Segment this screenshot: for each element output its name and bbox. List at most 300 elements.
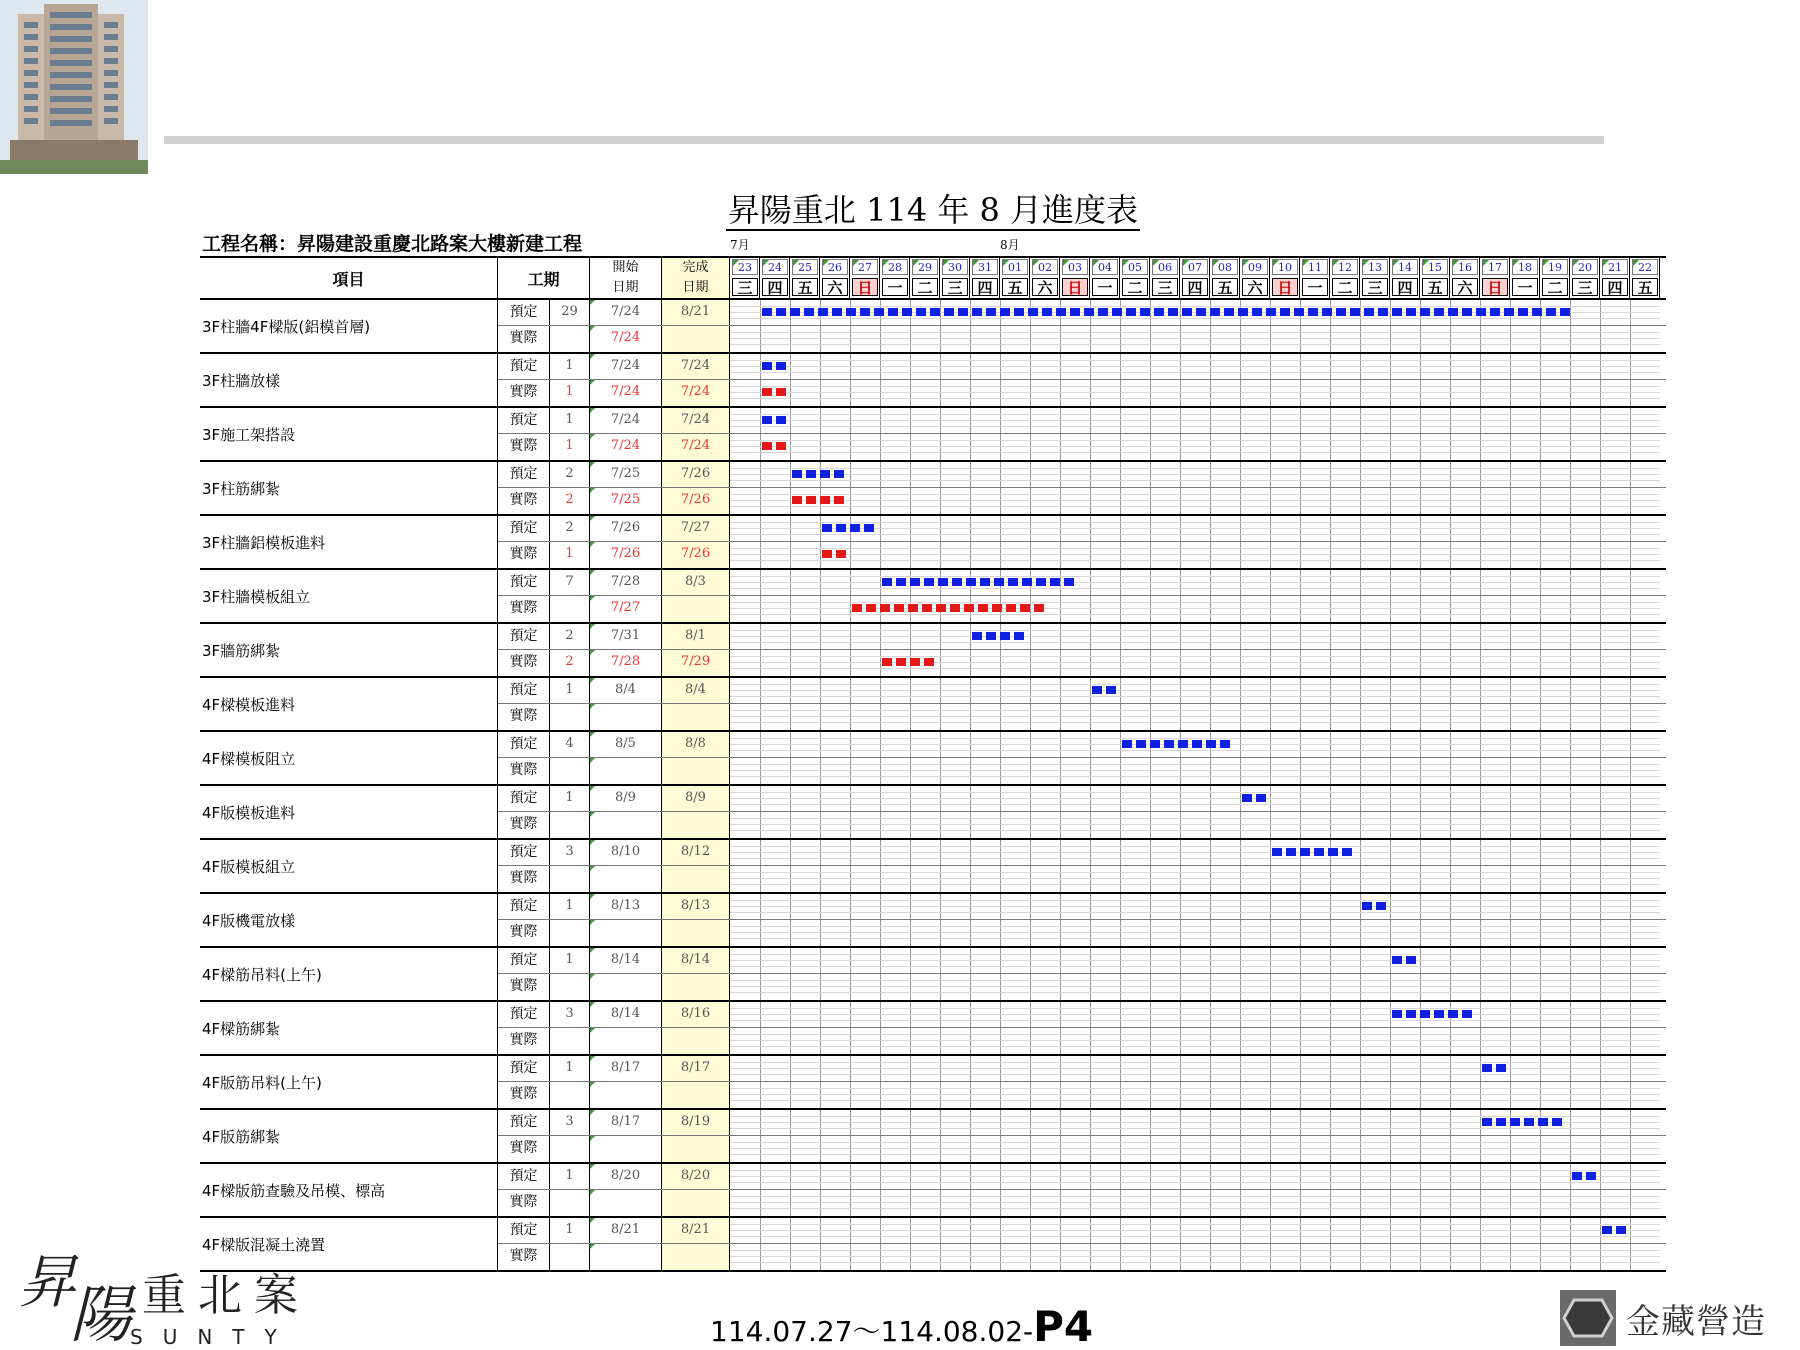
grid-line (1300, 1136, 1301, 1162)
weekday-label: 三 (1362, 278, 1388, 296)
start-date-cell (590, 866, 662, 892)
task-name: 3F施工架搭設 (200, 408, 498, 460)
grid-line (1390, 1244, 1391, 1270)
grid-line (1330, 488, 1331, 514)
cell-marker (1573, 260, 1579, 266)
cell-marker (590, 758, 595, 763)
end-date-cell: 8/1 (662, 624, 730, 649)
grid-line (1330, 758, 1331, 784)
grid-line (1390, 1028, 1391, 1054)
progress-block (972, 308, 982, 316)
grid-line (1030, 1136, 1031, 1162)
grid-line (1360, 596, 1361, 622)
cell-marker (1273, 260, 1279, 266)
end-date-cell: 7/24 (662, 434, 730, 460)
progress-block (820, 496, 830, 504)
grid-line (850, 704, 851, 730)
grid-line (1240, 758, 1241, 784)
grid-line (820, 704, 821, 730)
row-kind-label: 預定 (498, 354, 550, 379)
day-column (760, 258, 790, 298)
grid-line (1360, 920, 1361, 946)
task-row (200, 408, 1666, 462)
weekday-label: 一 (1092, 278, 1118, 296)
grid-line (1000, 1190, 1001, 1216)
duration-cell (550, 596, 590, 622)
actual-progress-bar (762, 388, 786, 396)
grid-line (730, 668, 1660, 669)
duration-cell: 1 (550, 380, 590, 406)
progress-block (762, 308, 772, 316)
grid-line (1060, 1244, 1061, 1270)
grid-line (1090, 326, 1091, 352)
grid-line (940, 434, 941, 460)
month-label-july: 7月 (730, 238, 750, 252)
grid-line (850, 650, 851, 676)
day-number: 15 (1422, 259, 1448, 275)
grid-line (880, 488, 881, 514)
grid-line (1210, 704, 1211, 730)
grid-line (760, 1136, 761, 1162)
grid-line (1300, 596, 1301, 622)
progress-block (1092, 686, 1102, 694)
grid-line (820, 758, 821, 784)
grid-line (1210, 920, 1211, 946)
duration-cell (550, 1028, 590, 1054)
duration-cell: 1 (550, 948, 590, 973)
end-date-cell: 8/16 (662, 1002, 730, 1027)
grid-line (1510, 1136, 1511, 1162)
grid-line (1090, 866, 1091, 892)
grid-line (1000, 380, 1001, 406)
progress-block (1350, 308, 1360, 316)
progress-block (1294, 308, 1304, 316)
grid-line (850, 1136, 851, 1162)
grid-line (1300, 758, 1301, 784)
duration-cell: 2 (550, 462, 590, 487)
row-kind-label: 預定 (498, 462, 550, 487)
progress-block (850, 524, 860, 532)
grid-line (790, 1082, 791, 1108)
grid-line (1600, 1190, 1601, 1216)
progress-block (790, 308, 800, 316)
grid-line (1090, 812, 1091, 838)
progress-block (1036, 578, 1046, 586)
end-date-cell: 8/13 (662, 894, 730, 919)
grid-line (730, 1148, 1660, 1149)
grid-line (1390, 1136, 1391, 1162)
progress-block (1000, 308, 1010, 316)
duration-cell (550, 326, 590, 352)
grid-line (730, 480, 1660, 481)
cell-marker (590, 1190, 595, 1195)
grid-line (1570, 326, 1571, 352)
planned-progress-bar (762, 362, 786, 370)
grid-line (730, 906, 1660, 907)
grid-line (1150, 596, 1151, 622)
duration-cell: 1 (550, 786, 590, 811)
gantt-grid (730, 920, 1660, 946)
grid-line (730, 630, 1660, 631)
progress-block (1150, 740, 1160, 748)
duration-cell: 1 (550, 354, 590, 379)
grid-line (730, 992, 1660, 993)
grid-line (1270, 866, 1271, 892)
actual-row (498, 1190, 1666, 1216)
grid-line (1510, 488, 1511, 514)
gantt-grid (730, 1218, 1660, 1243)
grid-line (1060, 920, 1061, 946)
row-kind-label: 預定 (498, 1218, 550, 1243)
grid-line (940, 488, 941, 514)
grid-line (730, 798, 1660, 799)
planned-progress-bar (972, 632, 1024, 640)
progress-block (1392, 308, 1402, 316)
svg-text:陽: 陽 (70, 1278, 133, 1350)
actual-row (498, 1028, 1666, 1054)
progress-block (958, 308, 968, 316)
progress-block (944, 308, 954, 316)
grid-line (1360, 380, 1361, 406)
grid-line (850, 1244, 851, 1270)
grid-line (1480, 974, 1481, 1000)
grid-line (730, 1154, 1660, 1155)
progress-block (1122, 740, 1132, 748)
grid-line (730, 614, 1660, 615)
start-date-cell: 7/24 (590, 326, 662, 352)
progress-block (762, 416, 772, 424)
grid-line (1030, 1244, 1031, 1270)
grid-line (1090, 488, 1091, 514)
grid-line (1180, 1082, 1181, 1108)
planned-row (498, 1218, 1666, 1244)
grid-line (730, 1142, 1660, 1143)
grid-line (1540, 650, 1541, 676)
end-date-cell (662, 1136, 730, 1162)
grid-line (850, 488, 851, 514)
grid-line (730, 1040, 1660, 1041)
task-name: 4F版筋吊料(上午) (200, 1056, 498, 1108)
schedule-sheet (200, 192, 1666, 1274)
grid-line (1420, 1190, 1421, 1216)
task-name: 3F柱牆模板組立 (200, 570, 498, 622)
grid-line (1360, 1136, 1361, 1162)
grid-line (970, 866, 971, 892)
duration-cell: 1 (550, 678, 590, 703)
grid-line (880, 542, 881, 568)
start-date-cell: 8/9 (590, 786, 662, 811)
header-end-line2: 日期 (682, 280, 709, 295)
progress-block (1070, 308, 1080, 316)
progress-block (964, 604, 974, 612)
task-row (200, 462, 1666, 516)
gantt-grid (730, 624, 1660, 649)
planned-row (498, 948, 1666, 974)
grid-line (1300, 1082, 1301, 1108)
day-column (1240, 258, 1270, 298)
gantt-grid (730, 1136, 1660, 1162)
end-date-cell (662, 812, 730, 838)
grid-line (850, 974, 851, 1000)
grid-line (1060, 1136, 1061, 1162)
day-number: 10 (1272, 259, 1298, 275)
day-number: 16 (1452, 259, 1478, 275)
progress-block (980, 578, 990, 586)
planned-row (498, 1110, 1666, 1136)
grid-line (1420, 434, 1421, 460)
gantt-grid (730, 1190, 1660, 1216)
grid-line (730, 372, 1660, 373)
grid-line (760, 1244, 761, 1270)
weekday-label: 三 (942, 278, 968, 296)
end-date-cell: 7/26 (662, 488, 730, 514)
duration-cell: 2 (550, 650, 590, 676)
progress-block (1028, 308, 1038, 316)
grid-line (790, 866, 791, 892)
grid-line (1120, 974, 1121, 1000)
progress-block (936, 604, 946, 612)
grid-line (1120, 812, 1121, 838)
grid-line (730, 690, 1660, 691)
grid-line (1270, 1028, 1271, 1054)
task-row (200, 732, 1666, 786)
grid-line (1450, 1028, 1451, 1054)
actual-row (498, 488, 1666, 514)
grid-line (730, 474, 1660, 475)
progress-block (1056, 308, 1066, 316)
grid-line (910, 326, 911, 352)
grid-line (1210, 974, 1211, 1000)
grid-line (1120, 704, 1121, 730)
grid-line (1000, 920, 1001, 946)
planned-row (498, 462, 1666, 488)
gantt-grid (730, 408, 1660, 433)
grid-line (1330, 1136, 1331, 1162)
grid-line (790, 1028, 791, 1054)
progress-block (994, 578, 1004, 586)
grid-line (970, 380, 971, 406)
duration-cell: 2 (550, 624, 590, 649)
gantt-grid (730, 840, 1660, 865)
row-kind-label: 實際 (498, 1136, 550, 1162)
grid-line (1540, 488, 1541, 514)
grid-line (730, 452, 1660, 453)
grid-line (1270, 380, 1271, 406)
progress-block (1286, 848, 1296, 856)
end-date-cell: 7/24 (662, 380, 730, 406)
grid-line (880, 812, 881, 838)
grid-line (1300, 1190, 1301, 1216)
grid-line (1510, 1190, 1511, 1216)
grid-line (1600, 542, 1601, 568)
grid-line (1510, 866, 1511, 892)
duration-cell: 1 (550, 1218, 590, 1243)
grid-line (790, 758, 791, 784)
actual-row (498, 866, 1666, 892)
progress-block (1482, 1118, 1492, 1126)
progress-block (834, 470, 844, 478)
progress-block (1224, 308, 1234, 316)
project-name: 工程名稱：昇陽建設重慶北路案大樓新建工程 (202, 233, 583, 255)
page-number: P4 (1033, 1302, 1094, 1350)
grid-line (1030, 326, 1031, 352)
progress-block (1504, 308, 1514, 316)
grid-line (940, 1136, 941, 1162)
grid-line (1300, 866, 1301, 892)
grid-line (790, 920, 791, 946)
weekday-label: 三 (1572, 278, 1598, 296)
grid-line (1240, 1028, 1241, 1054)
progress-block (1242, 794, 1252, 802)
gantt-grid (730, 1028, 1660, 1054)
grid-line (1420, 1244, 1421, 1270)
task-name: 4F樑版筋查驗及吊模、標高 (200, 1164, 498, 1216)
cell-marker (590, 812, 595, 817)
grid-line (1150, 1190, 1151, 1216)
progress-block (1448, 308, 1458, 316)
day-column (790, 258, 820, 298)
grid-line (880, 758, 881, 784)
grid-line (730, 738, 1660, 739)
grid-line (880, 1028, 881, 1054)
day-number: 13 (1362, 259, 1388, 275)
grid-line (1120, 866, 1121, 892)
cell-marker (1363, 260, 1369, 266)
grid-line (910, 542, 911, 568)
grid-line (730, 534, 1660, 535)
grid-line (1630, 866, 1631, 892)
svg-text:昇: 昇 (18, 1248, 77, 1316)
grid-line (1360, 650, 1361, 676)
grid-line (940, 812, 941, 838)
progress-block (1106, 686, 1116, 694)
start-date-cell: 7/24 (590, 300, 662, 325)
cell-marker (590, 786, 595, 791)
header-end-line1: 完成 (682, 260, 709, 275)
grid-line (940, 542, 941, 568)
progress-block (1364, 308, 1374, 316)
grid-line (730, 846, 1660, 847)
weekday-label: 五 (792, 278, 818, 296)
task-row (200, 1110, 1666, 1164)
grid-line (1000, 974, 1001, 1000)
company-brand (1560, 1290, 1766, 1346)
grid-line (1570, 866, 1571, 892)
task-name: 4F版機電放樣 (200, 894, 498, 946)
progress-block (776, 362, 786, 370)
grid-line (1210, 1190, 1211, 1216)
grid-line (730, 966, 1660, 967)
cell-marker (883, 260, 889, 266)
grid-line (730, 386, 1660, 387)
gantt-grid (730, 300, 1660, 325)
task-name: 3F柱筋綁紮 (200, 462, 498, 514)
grid-line (1600, 1082, 1601, 1108)
cell-marker (1513, 260, 1519, 266)
cell-marker (590, 596, 595, 601)
row-kind-label: 實際 (498, 380, 550, 406)
grid-line (1600, 758, 1601, 784)
cell-marker (590, 1244, 595, 1249)
progress-block (1434, 1010, 1444, 1018)
grid-line (1480, 758, 1481, 784)
day-number: 11 (1302, 259, 1328, 275)
grid-line (1390, 488, 1391, 514)
grid-line (730, 1196, 1660, 1197)
grid-line (760, 974, 761, 1000)
grid-line (730, 932, 1660, 933)
grid-line (880, 704, 881, 730)
grid-line (820, 1028, 821, 1054)
grid-line (1420, 542, 1421, 568)
actual-row (498, 1136, 1666, 1162)
cell-marker (853, 260, 859, 266)
grid-line (1420, 650, 1421, 676)
cell-marker (590, 1136, 595, 1141)
grid-line (1390, 920, 1391, 946)
start-date-cell: 7/27 (590, 596, 662, 622)
grid-line (1510, 758, 1511, 784)
cell-marker (590, 326, 595, 331)
row-kind-label: 實際 (498, 1190, 550, 1216)
task-row (200, 840, 1666, 894)
day-column (1330, 258, 1360, 298)
grid-line (820, 326, 821, 352)
grid-line (1120, 1136, 1121, 1162)
day-number: 19 (1542, 259, 1568, 275)
day-number: 21 (1602, 259, 1628, 275)
row-kind-label: 實際 (498, 596, 550, 622)
grid-line (1270, 1244, 1271, 1270)
progress-block (806, 496, 816, 504)
progress-block (1362, 902, 1372, 910)
grid-line (790, 434, 791, 460)
grid-line (1000, 758, 1001, 784)
grid-line (730, 446, 1660, 447)
cell-marker (1393, 260, 1399, 266)
day-column (1510, 258, 1540, 298)
progress-block (1462, 1010, 1472, 1018)
grid-line (1450, 1244, 1451, 1270)
grid-line (1000, 542, 1001, 568)
progress-block (1434, 308, 1444, 316)
planned-row (498, 732, 1666, 758)
gantt-grid (730, 948, 1660, 973)
progress-block (866, 604, 876, 612)
grid-line (1030, 866, 1031, 892)
grid-line (970, 434, 971, 460)
progress-block (1336, 308, 1346, 316)
row-kind-label: 預定 (498, 624, 550, 649)
grid-line (850, 758, 851, 784)
start-date-cell: 7/24 (590, 354, 662, 379)
task-name: 4F樑筋綁紮 (200, 1002, 498, 1054)
weekday-label: 六 (1032, 278, 1058, 296)
grid-line (760, 758, 761, 784)
grid-line (730, 332, 1660, 333)
grid-line (1180, 326, 1181, 352)
weekday-label: 三 (732, 278, 758, 296)
row-kind-label: 實際 (498, 974, 550, 1000)
grid-line (1240, 488, 1241, 514)
grid-line (730, 1020, 1660, 1021)
end-date-cell (662, 1082, 730, 1108)
planned-progress-bar (1362, 902, 1386, 910)
start-date-cell: 8/4 (590, 678, 662, 703)
start-date-cell: 7/28 (590, 570, 662, 595)
row-kind-label: 實際 (498, 920, 550, 946)
grid-line (1060, 866, 1061, 892)
